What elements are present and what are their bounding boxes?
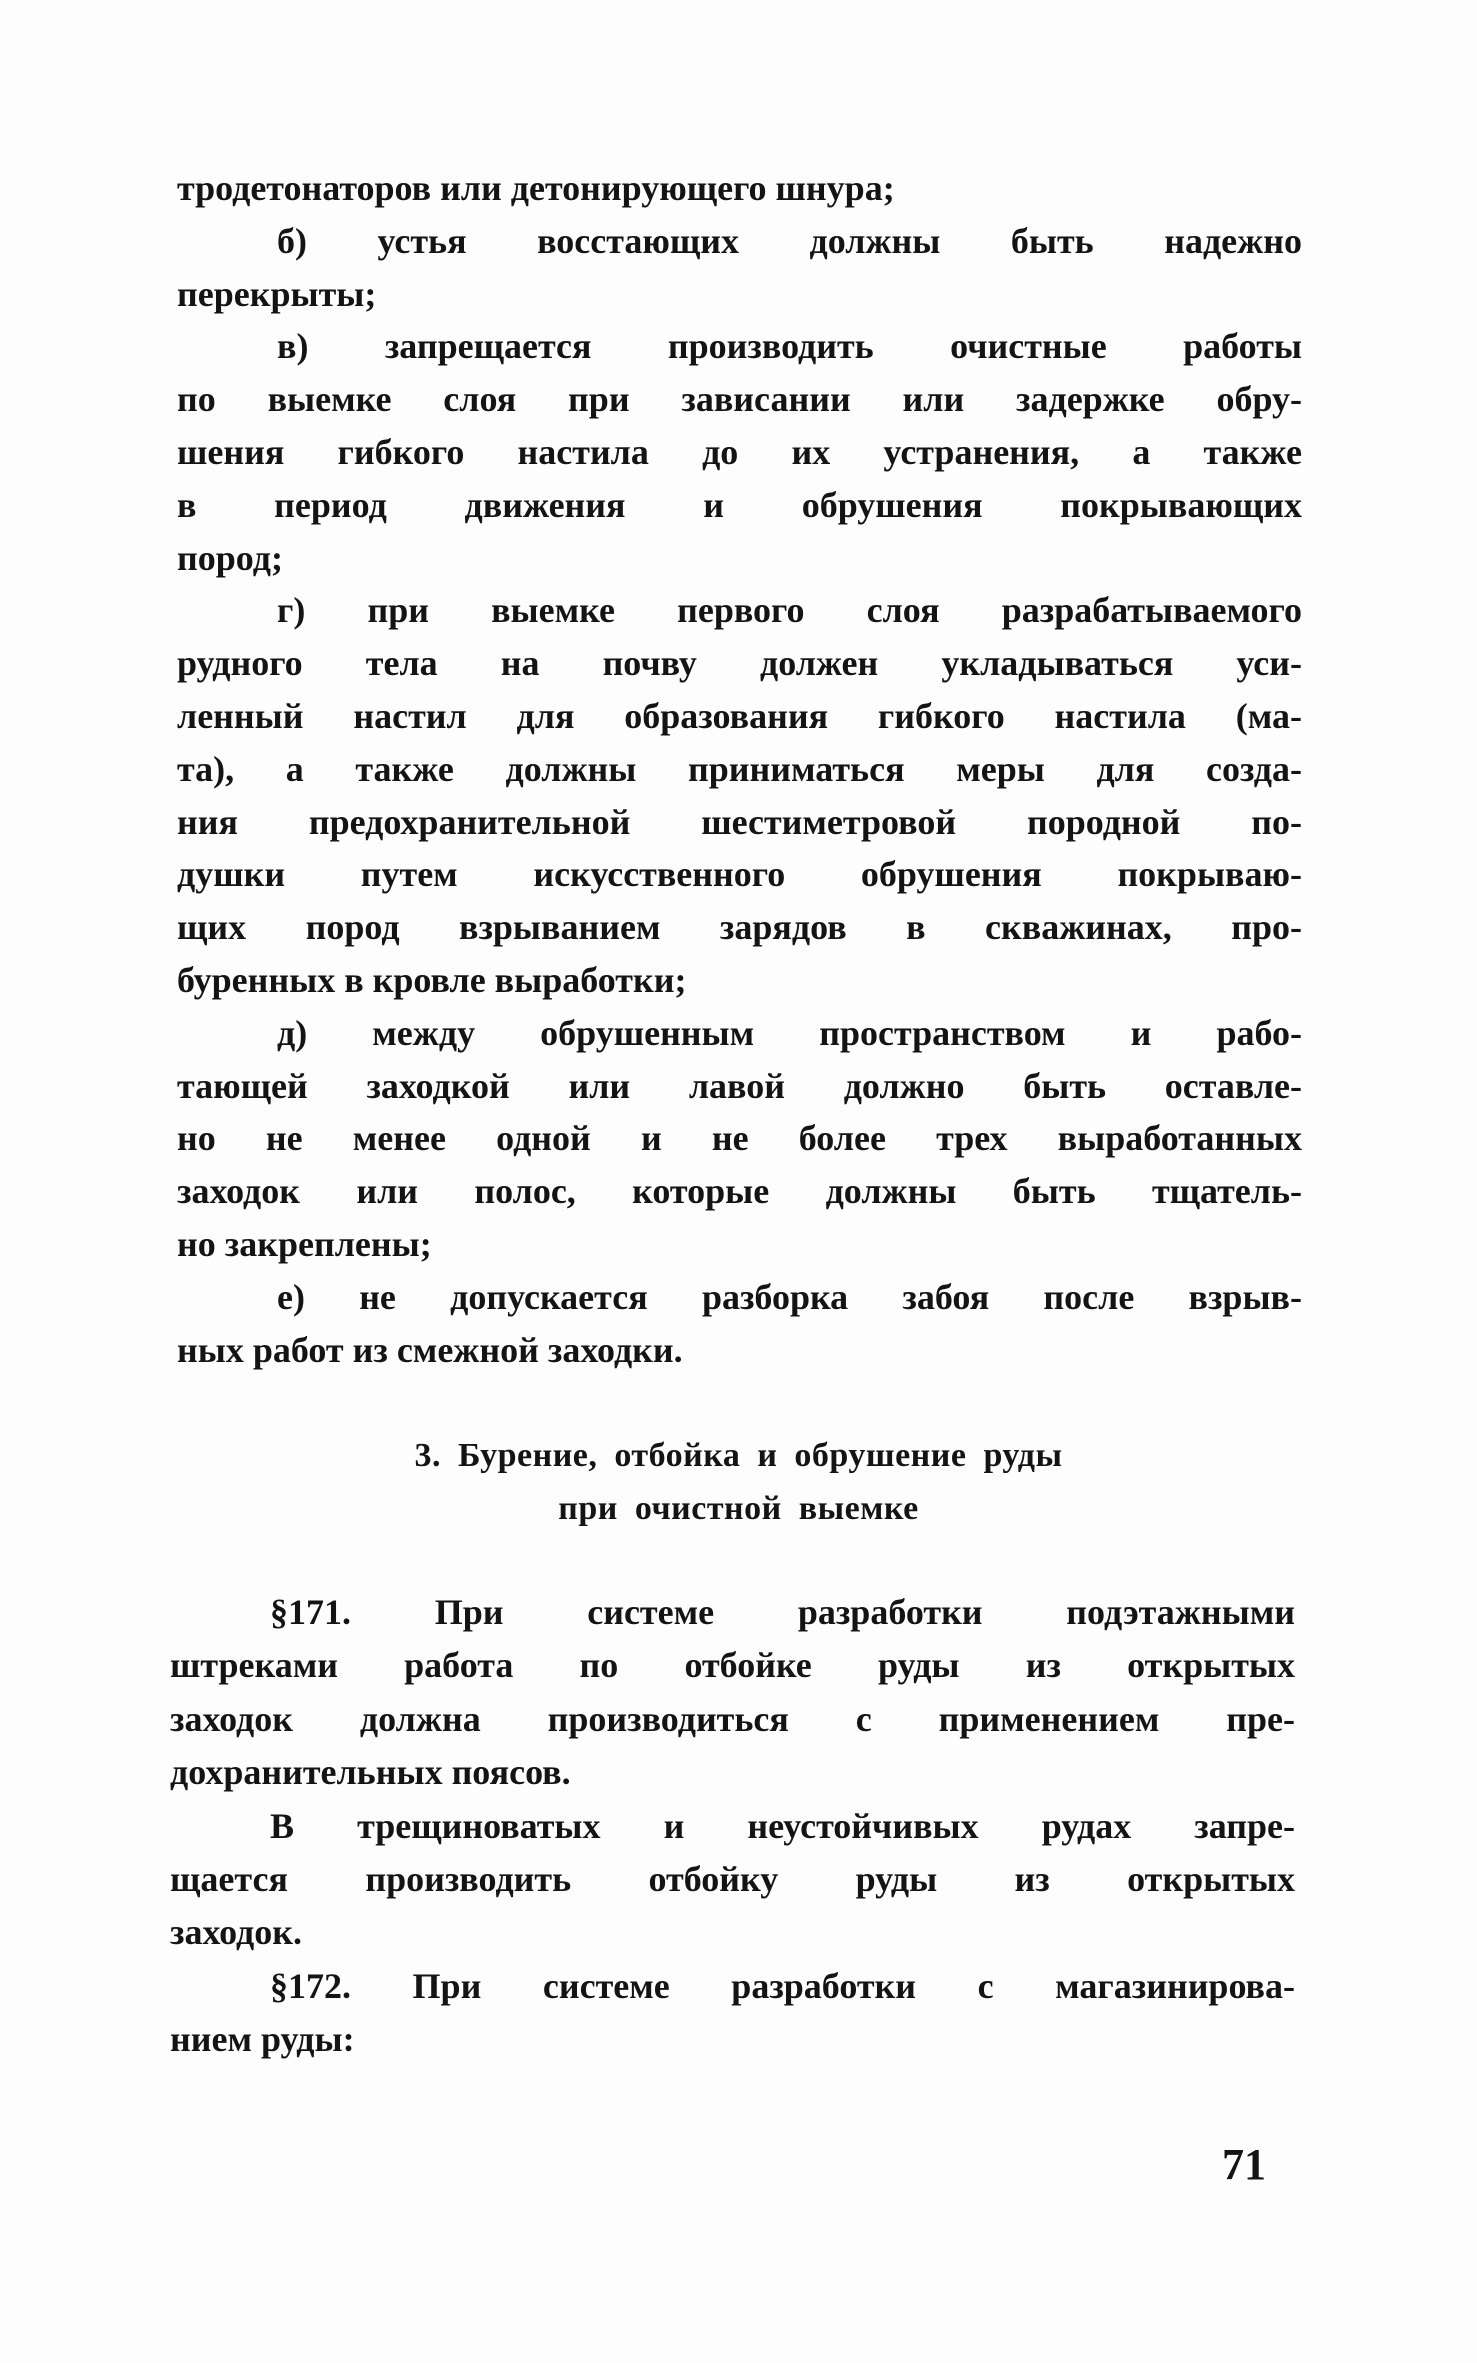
text-line: но не менее одной и не более трех выработанных bbox=[177, 1118, 1302, 1159]
text-line: перекрыты; bbox=[177, 273, 377, 314]
text-line: г) при выемке первого слоя разрабатываемого bbox=[277, 590, 1302, 631]
text-line: та), а также должны приниматься меры для созда- bbox=[177, 748, 1302, 789]
text-line: заходок. bbox=[170, 1912, 303, 1953]
text-line: душки путем искусственного обрушения покрываю- bbox=[177, 854, 1302, 895]
section-heading bbox=[0, 1429, 1477, 1535]
section-heading-line: 3. Бурение, отбойка и обрушение руды bbox=[414, 1437, 1063, 1474]
text-line: тающей заходкой или лавой должно быть оставле- bbox=[177, 1065, 1302, 1106]
text-line: е) не допускается разборка забоя после взрыв- bbox=[277, 1276, 1302, 1317]
text-line: рудного тела на почву должен укладываться уси- bbox=[177, 643, 1302, 684]
text-line: щается производить отбойку руды из открытых bbox=[170, 1859, 1295, 1900]
text-line: ных работ из смежной заходки. bbox=[177, 1329, 683, 1370]
text-line: заходок должна производиться с применением пре- bbox=[170, 1698, 1295, 1739]
text-line: в период движения и обрушения покрывающих bbox=[177, 484, 1302, 525]
text-line: штреками работа по отбойке руды из открытых bbox=[170, 1645, 1295, 1686]
section-heading-line: при очистной выемке bbox=[558, 1490, 919, 1527]
text-line: заходок или полос, которые должны быть тщатель- bbox=[177, 1171, 1302, 1212]
text-block-lower bbox=[170, 1586, 1295, 2067]
text-line: в) запрещается производить очистные работы bbox=[277, 326, 1302, 367]
text-line: по выемке слоя при зависании или задержке обру- bbox=[177, 379, 1302, 420]
page-number: 71 bbox=[1222, 2140, 1266, 2189]
text-line: ния предохранительной шестиметровой породной по- bbox=[177, 801, 1302, 842]
text-line: В трещиноватых и неустойчивых рудах запре- bbox=[270, 1805, 1295, 1846]
text-line: но закреплены; bbox=[177, 1223, 432, 1264]
text-block-upper bbox=[177, 162, 1302, 1376]
text-line: нием руды: bbox=[170, 2019, 355, 2060]
text-line: шения гибкого настила до их устранения, а также bbox=[177, 431, 1302, 472]
text-line: дохранительных поясов. bbox=[170, 1752, 571, 1793]
text-line: ленный настил для образования гибкого настила (ма- bbox=[177, 695, 1302, 736]
text-line: пород; bbox=[177, 537, 283, 578]
text-line: §171. При системе разработки подэтажными bbox=[270, 1592, 1295, 1632]
text-line: д) между обрушенным пространством и рабо- bbox=[277, 1012, 1302, 1053]
text-line: щих пород взрыванием зарядов в скважинах, про- bbox=[177, 907, 1302, 948]
text-line: б) устья восстающих должны быть надежно bbox=[277, 220, 1302, 261]
text-line: буренных в кровле выработки; bbox=[177, 959, 687, 1000]
text-line: §172. При системе разработки с магазинирова- bbox=[270, 1965, 1295, 2006]
text-line: тродетонаторов или детонирующего шнура; bbox=[177, 168, 895, 208]
